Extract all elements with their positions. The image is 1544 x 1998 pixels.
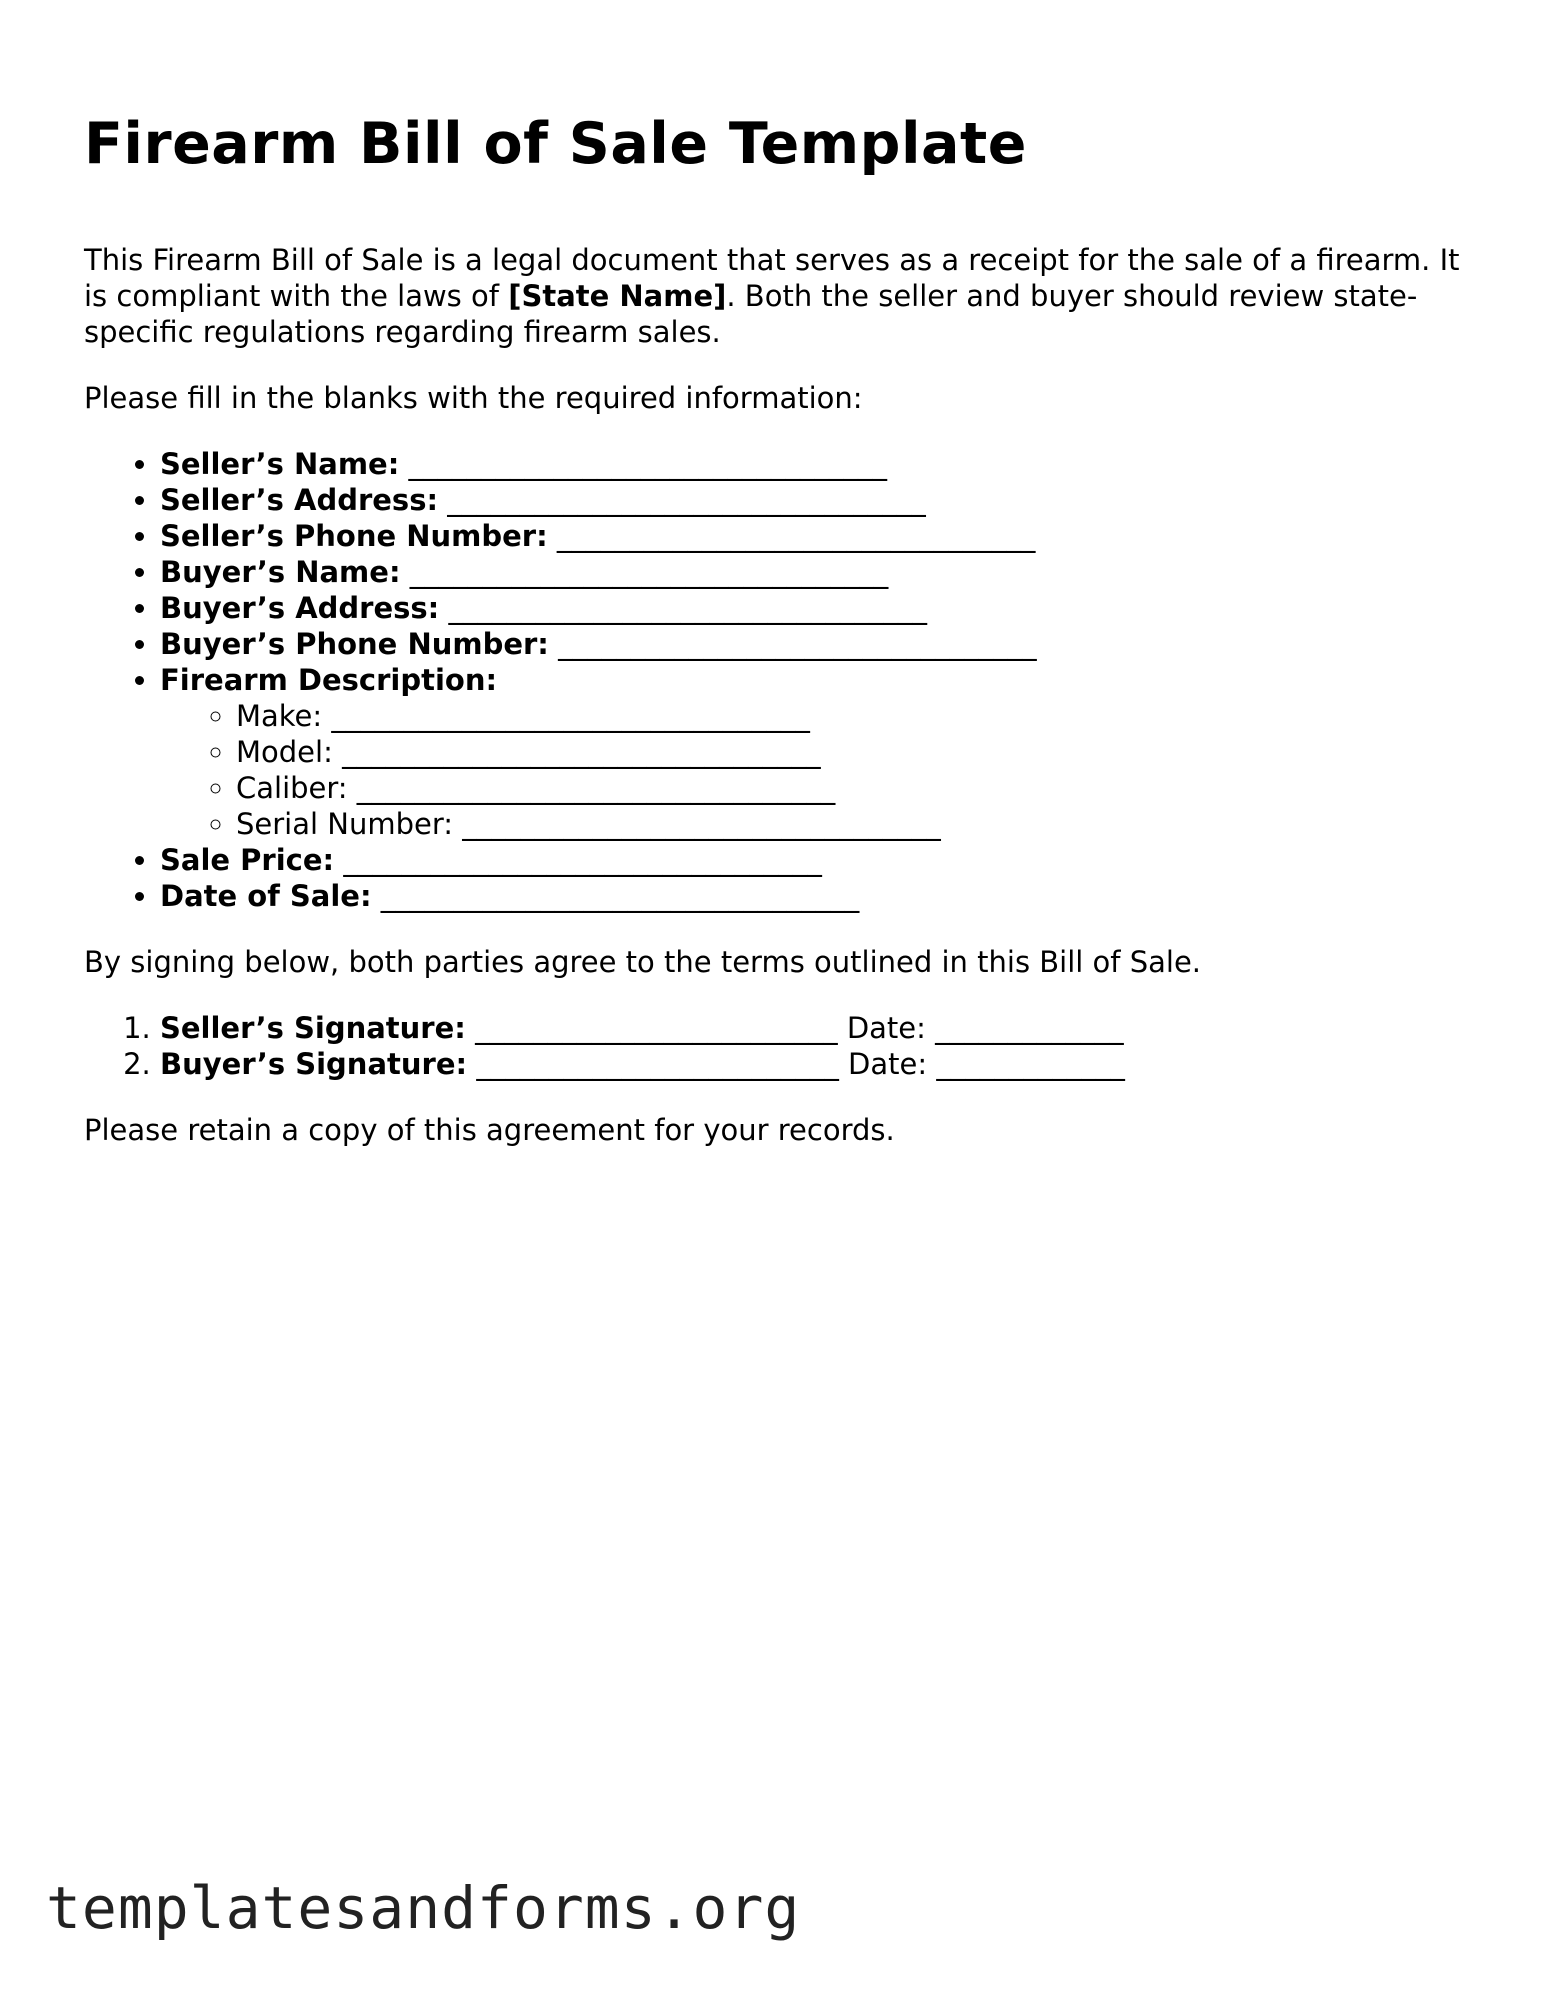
field-label: Buyer’s Name: <box>160 555 401 589</box>
field-label: Seller’s Name: <box>160 447 400 481</box>
date-label: Date: <box>846 1011 926 1045</box>
field-model <box>236 734 1464 770</box>
field-buyer-phone <box>160 626 1464 662</box>
watermark: templatesandforms.org <box>46 1874 801 1942</box>
field-blank[interactable]: _________________________________ <box>448 591 927 625</box>
field-make <box>236 698 1464 734</box>
field-label: Buyer’s Address: <box>160 591 440 625</box>
field-blank[interactable]: _________________________________ <box>356 771 836 805</box>
signature-blank[interactable]: _________________________ <box>475 1011 838 1045</box>
field-blank[interactable]: _________________________________ <box>556 519 1036 553</box>
field-caliber <box>236 770 1464 806</box>
signature-blank[interactable]: _________________________ <box>476 1047 839 1081</box>
field-label: Seller’s Phone Number: <box>160 519 548 553</box>
intro-paragraph <box>84 242 1464 350</box>
field-blank[interactable]: _________________________________ <box>409 555 889 589</box>
field-date-of-sale <box>160 878 1464 914</box>
field-sale-price <box>160 842 1464 878</box>
firearm-subfield-list <box>160 698 1464 842</box>
field-label: Date of Sale: <box>160 879 372 913</box>
document-page <box>84 104 1464 1148</box>
field-blank[interactable]: _________________________________ <box>342 735 821 769</box>
field-seller-name <box>160 446 1464 482</box>
page-title: Firearm Bill of Sale Template <box>84 111 1027 177</box>
field-label: Seller’s Address: <box>160 483 439 517</box>
seller-signature-line <box>160 1010 1464 1046</box>
field-label: Make: <box>236 699 323 733</box>
field-label: Model: <box>236 735 333 769</box>
field-label: Firearm Description: <box>160 663 498 697</box>
instructions: Please fill in the blanks with the required information: <box>84 381 863 415</box>
state-name-placeholder: [State Name] <box>508 279 727 313</box>
field-label: Buyer’s Phone Number: <box>160 627 549 661</box>
field-list <box>84 446 1464 914</box>
field-label: Sale Price: <box>160 843 335 877</box>
retain-note: Please retain a copy of this agreement for your records. <box>84 1113 895 1147</box>
intro-text-2: . Both the seller and buyer should review state-specific regulations regarding firearm sales. <box>84 279 1418 349</box>
buyer-signature-line <box>160 1046 1464 1082</box>
date-blank[interactable]: _____________ <box>935 1011 1124 1045</box>
date-blank[interactable]: _____________ <box>936 1047 1125 1081</box>
intro-text-1: This Firearm Bill of Sale is a legal document that serves as a receipt for the sale of a firearm. It is compliant with the laws of <box>84 243 1460 313</box>
signature-label: Seller’s Signature: <box>160 1011 466 1045</box>
field-blank[interactable]: _________________________________ <box>331 699 810 733</box>
agreement-text: By signing below, both parties agree to the terms outlined in this Bill of Sale. <box>84 945 1202 979</box>
field-firearm-description <box>160 662 1464 842</box>
signature-label: Buyer’s Signature: <box>160 1047 468 1081</box>
field-blank[interactable]: _________________________________ <box>447 483 926 517</box>
field-blank[interactable]: _________________________________ <box>343 843 822 877</box>
field-buyer-name <box>160 554 1464 590</box>
signature-list <box>84 1010 1464 1082</box>
field-blank[interactable]: _________________________________ <box>558 627 1037 661</box>
field-seller-phone <box>160 518 1464 554</box>
field-buyer-address <box>160 590 1464 626</box>
field-blank[interactable]: _________________________________ <box>462 807 941 841</box>
field-serial-number <box>236 806 1464 842</box>
field-blank[interactable]: _________________________________ <box>408 447 888 481</box>
date-label: Date: <box>848 1047 928 1081</box>
field-label: Caliber: <box>236 771 348 805</box>
field-blank[interactable]: _________________________________ <box>380 879 860 913</box>
field-seller-address <box>160 482 1464 518</box>
field-label: Serial Number: <box>236 807 454 841</box>
